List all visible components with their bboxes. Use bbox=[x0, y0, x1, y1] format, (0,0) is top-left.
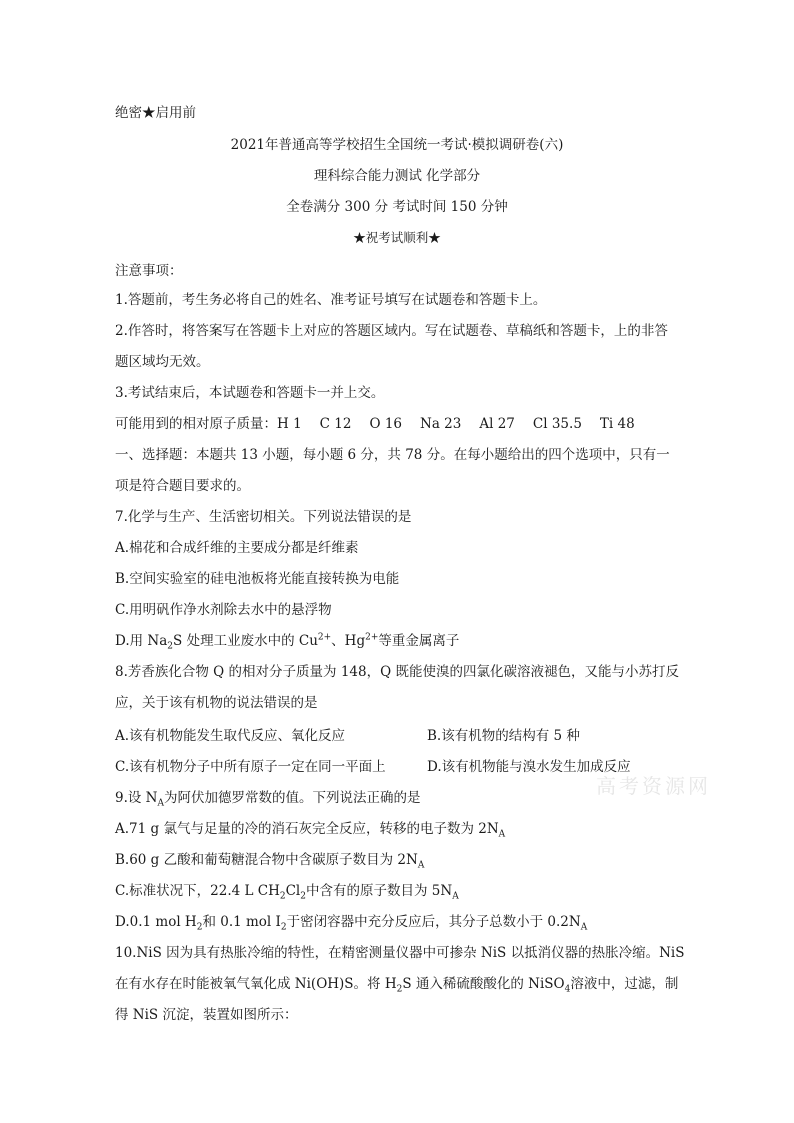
q8-option-b: B.该有机物的结构有 5 种 bbox=[427, 728, 580, 744]
q7-d-part2: S 处理工业废水中的 Cu bbox=[173, 633, 318, 649]
note-1: 1.答题前，考生务必将自己的姓名、准考证号填写在试题卷和答题卡上。 bbox=[115, 292, 547, 308]
mass-h: H 1 bbox=[277, 416, 302, 432]
subscript: 2 bbox=[280, 922, 287, 933]
notes-heading: 注意事项： bbox=[115, 263, 183, 279]
subscript: A bbox=[580, 922, 588, 933]
mass-c: C 12 bbox=[319, 416, 352, 432]
subscript: 2 bbox=[167, 641, 174, 652]
mass-al: Al 27 bbox=[479, 416, 515, 432]
q8-stem-line2: 应，关于该有机物的说法错误的是 bbox=[115, 695, 318, 711]
q7-option-d bbox=[115, 632, 459, 650]
q7-stem: 7.化学与生产、生活密切相关。下列说法错误的是 bbox=[115, 509, 412, 525]
q9-d-part3: 于密闭容器中充分反应后，其分子总数小于 0.2N bbox=[286, 914, 581, 930]
q9-a-text: A.71 g 氯气与足量的冷的消石灰完全反应，转移的电子数为 2N bbox=[115, 821, 499, 837]
mass-cl: Cl 35.5 bbox=[532, 416, 582, 432]
subscript: A bbox=[417, 860, 425, 871]
q7-option-b: B.空间实验室的硅电池板将光能直接转换为电能 bbox=[115, 571, 400, 587]
exam-title: 2021年普通高等学校招生全国统一考试·模拟调研卷(六) bbox=[230, 137, 564, 153]
good-luck: ★祝考试顺利★ bbox=[353, 230, 441, 245]
q9-stem bbox=[115, 789, 420, 807]
superscript: 2+ bbox=[365, 632, 379, 643]
q10-line2 bbox=[115, 975, 678, 993]
q9-c-part2: Cl bbox=[285, 883, 301, 899]
mass-ti: Ti 48 bbox=[599, 416, 635, 432]
score-time: 全卷满分 300 分 考试时间 150 分钟 bbox=[286, 199, 508, 215]
watermark: 高考资源网 bbox=[596, 774, 711, 798]
q9-stem-part1: 9.设 N bbox=[115, 790, 158, 806]
q8-options-row1 bbox=[115, 727, 695, 745]
q9-b-text: B.60 g 乙酸和葡萄糖混合物中含碳原子数目为 2N bbox=[115, 852, 418, 868]
q10-line3: 得 NiS 沉淀，装置如图所示： bbox=[115, 1007, 298, 1023]
q7-d-part4: 等重金属离子 bbox=[378, 633, 460, 649]
q8-stem-line1: 8.芳香族化合物 Q 的相对分子质量为 148，Q 既能使溴的四氯化碳溶液褪色，又能与小苏打反 bbox=[115, 664, 679, 680]
q9-d-part1: D.0.1 mol H bbox=[115, 914, 197, 930]
subscript: A bbox=[157, 798, 164, 809]
q10-l2-part2: S 通入稀硫酸酸化的 NiSO bbox=[402, 976, 565, 992]
mass-o: O 16 bbox=[369, 416, 403, 432]
exam-subtitle: 理科综合能力测试 化学部分 bbox=[313, 168, 481, 184]
subscript: 2 bbox=[196, 922, 203, 933]
q7-d-part1: D.用 Na bbox=[115, 633, 168, 649]
q7-option-c: C.用明矾作净水剂除去水中的悬浮物 bbox=[115, 602, 332, 618]
q9-c-part1: C.标准状况下，22.4 L CH bbox=[115, 883, 280, 899]
atomic-masses bbox=[115, 415, 653, 433]
subscript: A bbox=[452, 891, 459, 902]
subscript: 4 bbox=[564, 984, 571, 995]
q7-d-part3: 、Hg bbox=[331, 633, 366, 649]
note-2-line1: 2.作答时，将答案写在答题卡上对应的答题区域内。写在试题卷、草稿纸和答题卡，上的非答 bbox=[115, 323, 668, 339]
q9-option-a bbox=[115, 820, 505, 838]
q10-l2-part1: 在有水存在时能被氧气氧化成 Ni(OH)S。将 H bbox=[115, 976, 397, 992]
note-2-line2: 题区域均无效。 bbox=[115, 354, 210, 370]
q10-line1: 10.NiS 因为具有热胀冷缩的特性，在精密测量仪器中可掺杂 NiS 以抵消仪器的热胀冷缩。NiS bbox=[115, 945, 685, 961]
q7-option-a: A.棉花和合成纤维的主要成分都是纤维素 bbox=[115, 540, 359, 556]
note-3: 3.考试结束后，本试题卷和答题卡一并上交。 bbox=[115, 385, 385, 401]
subscript: 2 bbox=[300, 891, 306, 902]
mass-na: Na 23 bbox=[420, 416, 462, 432]
q10-l2-part3: 溶液中，过滤，制 bbox=[570, 976, 679, 992]
q9-option-d bbox=[115, 913, 587, 931]
q8-option-c: C.该有机物分子中所有原子一定在同一平面上 bbox=[115, 759, 386, 775]
subscript: 2 bbox=[279, 891, 286, 902]
subscript: A bbox=[498, 829, 506, 840]
q9-option-b bbox=[115, 851, 424, 869]
secret-mark: 绝密★启用前 bbox=[115, 105, 196, 121]
q9-stem-part2: 为阿伏加德罗常数的值。下列说法正确的是 bbox=[163, 790, 421, 806]
masses-label: 可能用到的相对原子质量： bbox=[115, 416, 277, 432]
q9-c-part3: 中含有的原子数目为 5N bbox=[305, 883, 453, 899]
q8-option-a: A.该有机物能发生取代反应、氧化反应 bbox=[115, 728, 346, 744]
section-intro-line2: 项是符合题目要求的。 bbox=[115, 478, 250, 494]
q9-option-c bbox=[115, 882, 459, 900]
subscript: 2 bbox=[396, 984, 403, 995]
section-intro-line1: 一、选择题：本题共 13 小题，每小题 6 分，共 78 分。在每小题给出的四个选项中，只有一 bbox=[115, 447, 670, 463]
q8-option-d: D.该有机物能与溴水发生加成反应 bbox=[427, 759, 631, 775]
superscript: 2+ bbox=[317, 632, 332, 643]
q9-d-part2: 和 0.1 mol I bbox=[202, 914, 281, 930]
